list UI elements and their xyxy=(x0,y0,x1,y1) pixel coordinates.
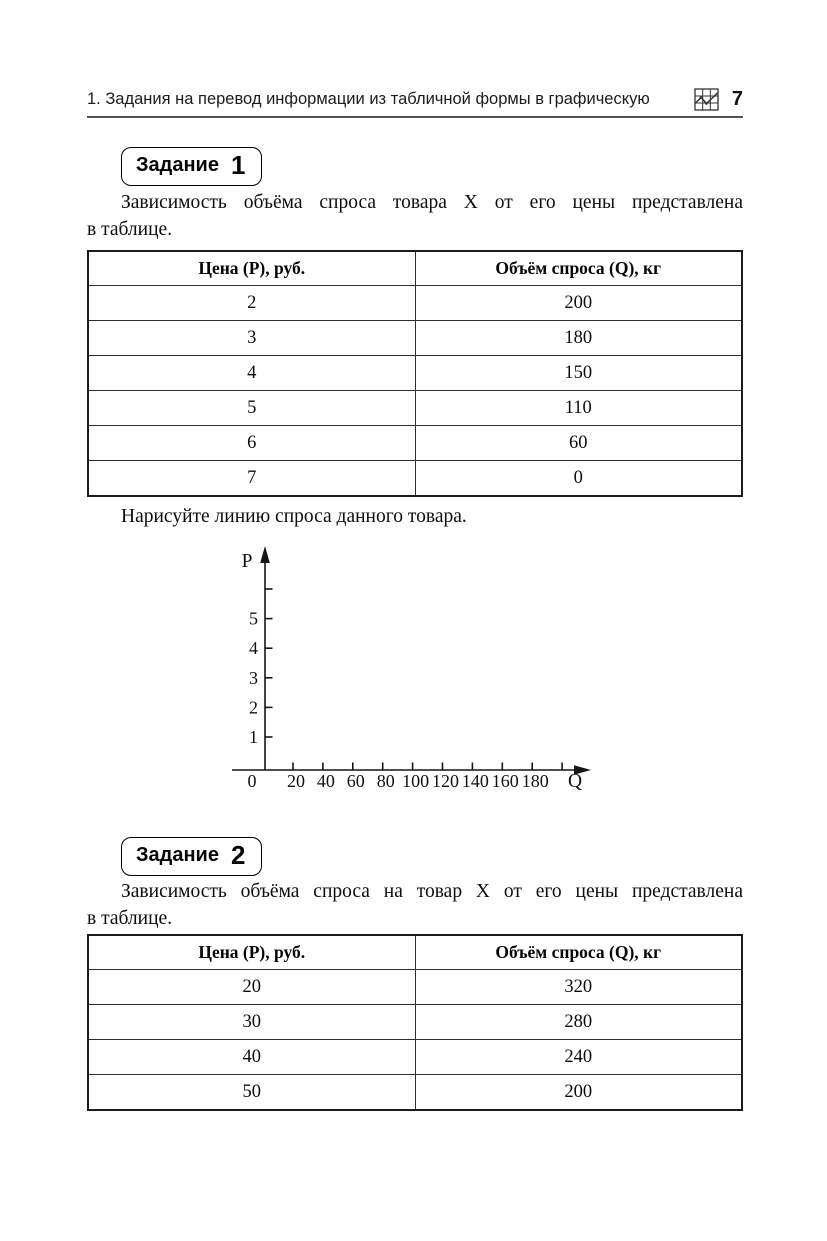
table-row xyxy=(88,461,742,497)
chapter-title: 1. Задания на перевод информации из табличной формы в графическую xyxy=(87,90,650,108)
header-rule xyxy=(87,116,743,118)
svg-text:140: 140 xyxy=(461,771,489,791)
col-header-quantity: Объём спроса (Q), кг xyxy=(415,935,742,970)
table-cell: 50 xyxy=(88,1075,415,1111)
task1-instruction: Нарисуйте линию спроса данного товара. xyxy=(121,506,467,527)
table-row xyxy=(88,391,742,426)
task1-intro xyxy=(87,190,743,244)
page-number: 7 xyxy=(731,88,743,110)
table-row xyxy=(88,970,742,1005)
svg-text:1: 1 xyxy=(249,727,258,747)
svg-text:5: 5 xyxy=(249,608,258,629)
table-cell: 2 xyxy=(88,286,415,321)
table-row xyxy=(88,1005,742,1040)
task2-badge xyxy=(121,837,262,876)
svg-text:P: P xyxy=(241,551,253,572)
table-cell: 6 xyxy=(88,426,415,461)
table-cell: 5 xyxy=(88,391,415,426)
task2-intro xyxy=(87,879,743,933)
svg-text:20: 20 xyxy=(287,771,305,791)
svg-text:Q: Q xyxy=(567,771,583,792)
svg-text:60: 60 xyxy=(346,771,365,791)
task1-badge-number: 1 xyxy=(230,150,246,180)
table-header-row xyxy=(88,251,742,286)
table-cell: 30 xyxy=(88,1005,415,1040)
task2-badge-number: 2 xyxy=(230,840,246,870)
col-header-price: Цена (P), руб. xyxy=(88,935,415,970)
task1-empty-chart xyxy=(225,543,605,813)
table-row xyxy=(88,426,742,461)
svg-text:180: 180 xyxy=(521,771,549,791)
svg-text:4: 4 xyxy=(249,638,258,659)
table-row xyxy=(88,321,742,356)
table-cell: 0 xyxy=(415,461,742,497)
table-cell: 3 xyxy=(88,321,415,356)
table-header-row xyxy=(88,935,742,970)
table-cell: 4 xyxy=(88,356,415,391)
table-cell: 7 xyxy=(88,461,415,497)
table-cell: 110 xyxy=(415,391,742,426)
table-cell: 320 xyxy=(415,970,742,1005)
table-row xyxy=(88,1075,742,1111)
svg-text:2: 2 xyxy=(249,697,258,718)
chart-grid-icon xyxy=(694,88,719,111)
task2-table xyxy=(87,934,743,1111)
svg-text:80: 80 xyxy=(376,771,395,791)
table-cell: 20 xyxy=(88,970,415,1005)
svg-text:100: 100 xyxy=(402,771,430,791)
table-row xyxy=(88,356,742,391)
task1-intro-line2: в таблице. xyxy=(87,218,173,240)
task1-badge xyxy=(121,147,262,186)
svg-text:3: 3 xyxy=(249,667,258,688)
col-header-price: Цена (P), руб. xyxy=(88,251,415,286)
task1-intro-line1: Зависимость объёма спроса товара X от его цены представлена xyxy=(121,192,743,213)
svg-text:0: 0 xyxy=(247,771,257,791)
task2-badge-word: Задание xyxy=(136,844,219,866)
task1-badge-word: Задание xyxy=(136,154,219,176)
svg-text:40: 40 xyxy=(316,771,335,791)
table-cell: 40 xyxy=(88,1040,415,1075)
table-cell: 200 xyxy=(415,1075,742,1111)
table-cell: 240 xyxy=(415,1040,742,1075)
task2-intro-line1: Зависимость объёма спроса на товар X от его цены представлена xyxy=(121,881,743,902)
table-cell: 200 xyxy=(415,286,742,321)
table-cell: 150 xyxy=(415,356,742,391)
table-cell: 280 xyxy=(415,1005,742,1040)
task1-table xyxy=(87,250,743,497)
table-cell: 60 xyxy=(415,426,742,461)
svg-text:120: 120 xyxy=(432,771,459,791)
page-header xyxy=(87,88,743,111)
table-row xyxy=(88,1040,742,1075)
header-right xyxy=(694,88,743,111)
task2-intro-line2: в таблице. xyxy=(87,907,173,929)
col-header-quantity: Объём спроса (Q), кг xyxy=(415,251,742,286)
svg-text:160: 160 xyxy=(491,771,519,791)
table-cell: 180 xyxy=(415,321,742,356)
table-row xyxy=(88,286,742,321)
